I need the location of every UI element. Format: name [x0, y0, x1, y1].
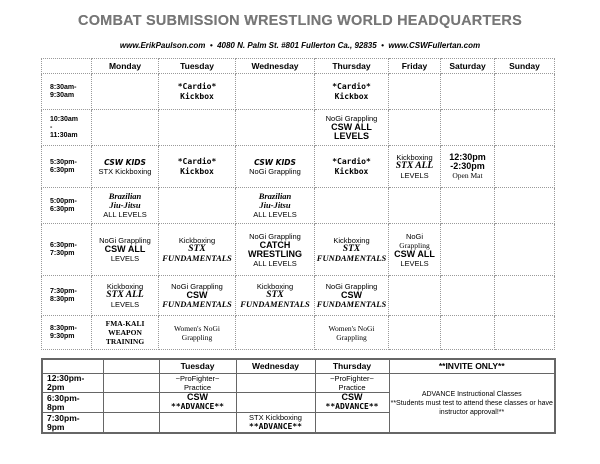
class-cell — [315, 146, 389, 188]
class-cell — [315, 188, 389, 224]
cell-line: LEVELS — [400, 171, 429, 180]
cell-line: ADVANCE Instructional Classes — [421, 390, 522, 398]
class-cell — [441, 110, 495, 146]
cell-line: **Students must test to attend these classes or have instructor approval!** — [390, 399, 553, 416]
cell-line: TRAINING — [105, 337, 145, 346]
cell-line: NoGi Grappling — [249, 231, 301, 241]
class-cell — [159, 110, 236, 146]
class-cell — [159, 188, 236, 224]
cell-line: CSW — [187, 392, 208, 402]
cell-line: **ADVANCE** — [249, 422, 302, 431]
cell-line: CSW KIDS — [104, 157, 146, 167]
cell-line: CSW ALL — [394, 248, 435, 259]
class-cell — [441, 74, 495, 110]
time-slot: 8:30pm- 9:30pm — [42, 316, 92, 350]
cell-line: Kickbox — [334, 166, 369, 176]
class-cell — [315, 74, 389, 110]
day-wednesday: Wednesday — [236, 59, 315, 74]
cell-line: FUNDAMENTALS — [240, 299, 310, 309]
adv-day-tuesday: Tuesday — [159, 359, 236, 374]
cell-line: NoGi Grappling — [325, 282, 378, 291]
cell-line: Practice — [338, 383, 366, 392]
class-cell — [315, 110, 389, 146]
adv-blank-cell — [103, 413, 159, 434]
advanced-table — [41, 358, 556, 434]
class-cell — [441, 146, 495, 188]
cell-line: STX Kickboxing — [98, 166, 152, 176]
class-cell — [92, 110, 159, 146]
cell-line: LEVELS — [110, 300, 140, 309]
cell-line: Kickbox — [180, 166, 214, 176]
schedule-row — [42, 224, 555, 276]
cell-line: Grappling — [336, 332, 367, 342]
class-cell — [389, 74, 441, 110]
class-cell — [159, 146, 236, 188]
class-cell — [236, 74, 315, 110]
cell-line: Kickboxing — [178, 236, 216, 245]
class-cell — [495, 188, 555, 224]
adv-class-cell — [159, 374, 236, 393]
schedule-row — [42, 188, 555, 224]
cell-line: Brazilian — [258, 191, 292, 201]
day-tuesday: Tuesday — [159, 59, 236, 74]
class-cell — [389, 146, 441, 188]
cell-line: LEVELS — [110, 254, 140, 263]
time-slot: 6:30pm- 7:30pm — [42, 224, 92, 276]
class-cell — [315, 224, 389, 276]
cell-line: ~ProFighter~ — [330, 374, 374, 383]
day-header-row — [42, 59, 555, 74]
class-cell — [159, 276, 236, 316]
page-title: COMBAT SUBMISSION WRESTLING WORLD HEADQUARTERS — [78, 13, 522, 29]
class-cell — [159, 74, 236, 110]
advance-note — [389, 374, 555, 434]
cell-line: FUNDAMENTALS — [316, 253, 387, 263]
cell-line: STX — [266, 290, 284, 300]
day-monday: Monday — [92, 59, 159, 74]
cell-line: FUNDAMENTALS — [316, 299, 387, 309]
schedule-row — [42, 110, 555, 146]
class-cell — [236, 224, 315, 276]
day-sunday: Sunday — [495, 59, 555, 74]
cell-line: Jiu-Jitsu — [109, 200, 141, 210]
schedule-row — [42, 74, 555, 110]
cell-line: STX Kickboxing — [249, 413, 302, 422]
cell-line: Brazilian — [108, 191, 142, 201]
class-cell — [495, 146, 555, 188]
cell-line: NoGi Grappling — [171, 282, 223, 291]
class-cell — [159, 224, 236, 276]
cell-line: WRESTLING — [248, 248, 302, 259]
cell-line: NoGi Grappling — [249, 166, 301, 176]
adv-class-cell — [315, 374, 389, 393]
cell-line: STX ALL — [106, 290, 144, 300]
class-cell — [389, 188, 441, 224]
adv-class-cell — [159, 413, 236, 434]
cell-line: WEAPON — [108, 328, 142, 337]
schedule-table — [41, 58, 555, 350]
adv-class-cell — [159, 393, 236, 413]
class-cell — [315, 276, 389, 316]
class-cell — [389, 276, 441, 316]
cell-line: *Cardio* — [177, 81, 217, 91]
time-slot: 8:30am- 9:30am — [42, 74, 92, 110]
cell-line: 12:30pm — [449, 152, 486, 162]
class-cell — [441, 316, 495, 350]
adv-class-cell — [315, 413, 389, 434]
cell-line: Grappling — [399, 240, 430, 250]
class-cell — [92, 224, 159, 276]
cell-line: FUNDAMENTALS — [162, 253, 232, 263]
schedule-row — [42, 146, 555, 188]
time-slot: 5:30pm- 6:30pm — [42, 146, 92, 188]
cell-line: CSW — [341, 392, 363, 402]
cell-line: NoGi — [405, 231, 424, 241]
cell-line: CSW KIDS — [254, 157, 296, 167]
schedule-row — [42, 276, 555, 316]
class-cell — [495, 110, 555, 146]
class-cell — [236, 316, 315, 350]
class-cell — [441, 224, 495, 276]
cell-line: STX ALL — [395, 161, 434, 171]
time-slot: 5:00pm- 6:30pm — [42, 188, 92, 224]
class-cell — [236, 276, 315, 316]
adv-class-cell — [236, 393, 315, 413]
class-cell — [92, 316, 159, 350]
time-slot: 10:30am - 11:30am — [42, 110, 92, 146]
cell-line: NoGi Grappling — [325, 114, 378, 123]
cell-line: CSW ALL — [104, 244, 146, 254]
cell-line: LEVELS — [400, 258, 429, 268]
advanced-header-row — [42, 359, 555, 374]
day-saturday: Saturday — [441, 59, 495, 74]
class-cell — [441, 188, 495, 224]
adv-time-slot: 6:30pm- 8pm — [42, 393, 103, 413]
class-cell — [92, 188, 159, 224]
class-cell — [389, 316, 441, 350]
class-cell — [92, 74, 159, 110]
cell-line: Kickboxing — [396, 153, 433, 162]
cell-line: -2:30pm — [450, 161, 485, 171]
cell-line: Kickboxing — [333, 236, 370, 245]
cell-line: Kickbox — [180, 91, 214, 101]
cell-line: Kickbox — [334, 91, 369, 101]
adv-blank-cell — [103, 393, 159, 413]
class-cell — [236, 110, 315, 146]
adv-class-cell — [236, 413, 315, 434]
adv-class-cell — [315, 393, 389, 413]
cell-line: FUNDAMENTALS — [162, 299, 232, 309]
cell-line: NoGi Grappling — [99, 236, 151, 245]
class-cell — [495, 276, 555, 316]
contact-line: www.ErikPaulson.com • 4080 N. Palm St. #801 Fullerton Ca., 92835 • www.CSWFullertan.com — [119, 41, 481, 50]
cell-line: Women's NoGi — [174, 323, 220, 333]
adv-day-wednesday: Wednesday — [236, 359, 315, 374]
adv-time-slot: 12:30pm- 2pm — [42, 374, 103, 393]
class-cell — [236, 188, 315, 224]
advanced-row — [42, 374, 555, 393]
class-cell — [441, 276, 495, 316]
cell-line: Kickboxing — [106, 282, 144, 291]
cell-line: CSW — [341, 290, 362, 300]
class-cell — [159, 316, 236, 350]
class-cell — [389, 110, 441, 146]
cell-line: CATCH — [259, 239, 291, 250]
cell-line: ~ProFighter~ — [175, 374, 220, 383]
adv-blank-cell — [103, 374, 159, 393]
class-cell — [495, 74, 555, 110]
cell-line: ALL LEVELS — [103, 210, 147, 219]
cell-line: CSW ALL LEVELS — [331, 122, 372, 141]
cell-line: ALL LEVELS — [253, 210, 297, 219]
cell-line: *Cardio* — [177, 156, 217, 166]
class-cell — [236, 146, 315, 188]
cell-line: **ADVANCE** — [325, 402, 379, 411]
cell-line: STX — [188, 244, 206, 254]
cell-line: CSW — [186, 290, 208, 300]
time-slot: 7:30pm- 8:30pm — [42, 276, 92, 316]
class-cell — [92, 276, 159, 316]
cell-line: Kickboxing — [256, 282, 294, 291]
day-friday: Friday — [389, 59, 441, 74]
adv-corner — [42, 359, 103, 374]
cell-line: *Cardio* — [332, 156, 371, 166]
adv-day-thursday: Thursday — [315, 359, 389, 374]
cell-line: Open Mat — [452, 171, 483, 180]
schedule-row — [42, 316, 555, 350]
cell-line: STX — [342, 244, 361, 254]
cell-line: FMA-KALI — [105, 319, 145, 328]
class-cell — [495, 316, 555, 350]
class-cell — [495, 224, 555, 276]
cell-line: Women's NoGi — [328, 323, 375, 333]
cell-line: ALL LEVELS — [253, 258, 297, 268]
cell-line: *Cardio* — [332, 81, 371, 91]
cell-line: Grappling — [181, 332, 213, 342]
day-thursday: Thursday — [315, 59, 389, 74]
class-cell — [315, 316, 389, 350]
cell-line: Jiu-Jitsu — [259, 200, 291, 210]
adv-class-cell — [236, 374, 315, 393]
class-cell — [389, 224, 441, 276]
cell-line: **ADVANCE** — [171, 402, 224, 411]
class-cell — [92, 146, 159, 188]
adv-time-slot: 7:30pm- 9pm — [42, 413, 103, 434]
adv-blank-monday — [103, 359, 159, 374]
cell-line: Practice — [183, 383, 212, 392]
invite-only-label: **INVITE ONLY** — [389, 359, 555, 374]
corner-cell — [42, 59, 92, 74]
